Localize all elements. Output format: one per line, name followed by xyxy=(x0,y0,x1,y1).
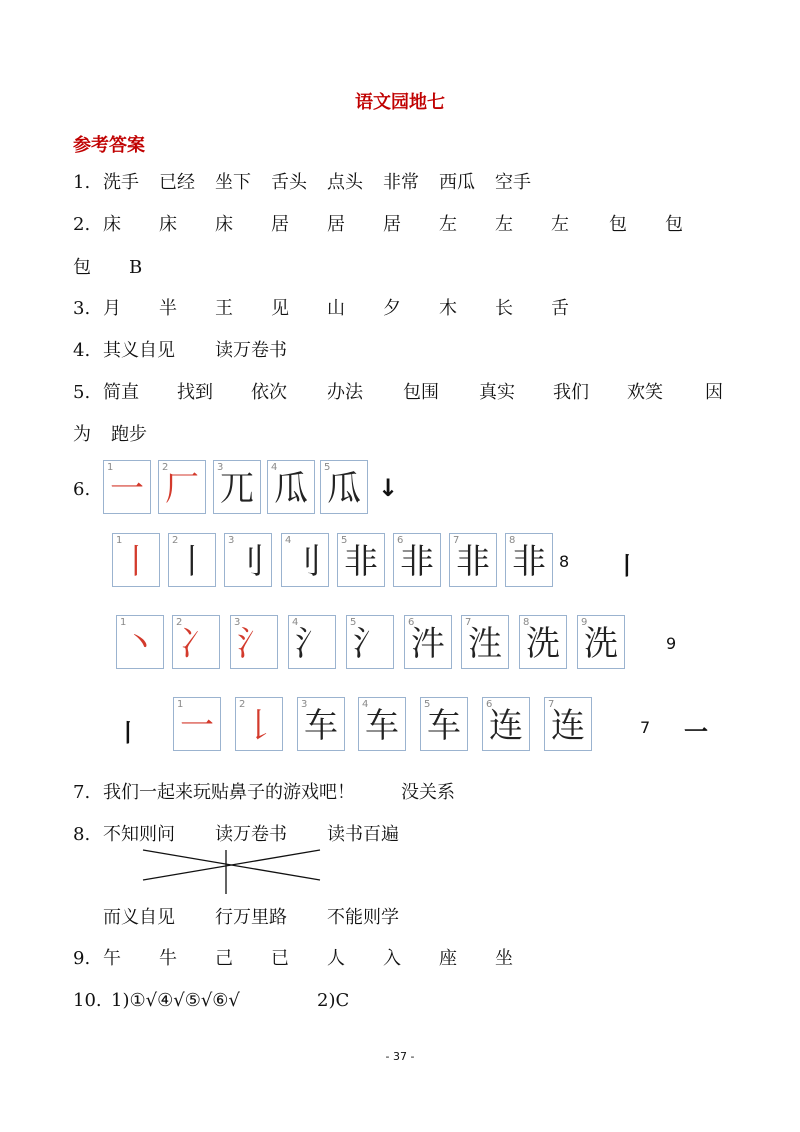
page-number: - 37 - xyxy=(385,1050,415,1063)
q6-number: 6. xyxy=(73,479,91,500)
stroke-box: 1 一 xyxy=(173,697,221,751)
q9-item: 座 xyxy=(439,948,457,969)
stroke-count: 8 xyxy=(559,552,570,571)
q10-item: 2)C xyxy=(317,990,350,1011)
stroke-box: 8 非 xyxy=(505,533,553,587)
q9-item: 坐 xyxy=(495,948,513,969)
q3-item: 半 xyxy=(159,298,177,319)
q8-bottom-item: 行万里路 xyxy=(215,907,287,928)
q9-item: 午 xyxy=(103,948,121,969)
stroke-box: 6 连 xyxy=(482,697,530,751)
stroke-box: 6 汼 xyxy=(404,615,452,669)
q3-item: 山 xyxy=(327,298,345,319)
stroke-box: 2 𠄌 xyxy=(235,697,283,751)
q4-item: 其义自见 xyxy=(103,340,175,361)
q9-item: 入 xyxy=(383,948,401,969)
q1-item: 点头 xyxy=(327,172,363,193)
stroke-glyph: 丨 xyxy=(615,552,639,580)
q5-item: 依次 xyxy=(251,382,287,403)
q3-item: 王 xyxy=(215,298,233,319)
stroke-box: 4 车 xyxy=(358,697,406,751)
q2-number: 2. xyxy=(73,214,91,235)
stroke-box: 7 泩 xyxy=(461,615,509,669)
stroke-glyph: 丨 xyxy=(116,719,140,747)
q2-item: 左 xyxy=(495,214,513,235)
q2-item: 左 xyxy=(439,214,457,235)
q4-number: 4. xyxy=(73,340,91,361)
q3-number: 3. xyxy=(73,298,91,319)
q2-item: 床 xyxy=(159,214,177,235)
q2-item: 居 xyxy=(271,214,289,235)
q5-item: 欢笑 xyxy=(627,382,663,403)
q5-item: 找到 xyxy=(177,382,213,403)
q1-item: 空手 xyxy=(495,172,531,193)
stroke-box: 3 兀 xyxy=(213,460,261,514)
stroke-count: 9 xyxy=(666,634,677,653)
q2-item: 包 xyxy=(665,214,683,235)
q5-item: 因 xyxy=(705,382,723,403)
stroke-box: 9 洗 xyxy=(577,615,625,669)
stroke-box: 6 非 xyxy=(393,533,441,587)
answer-heading: 参考答案 xyxy=(73,135,145,156)
q1-item: 舌头 xyxy=(271,172,307,193)
q5-item: 跑步 xyxy=(111,424,147,445)
q9-item: 牛 xyxy=(159,948,177,969)
stroke-box: 5 瓜 xyxy=(320,460,368,514)
stroke-box: 1 丶 xyxy=(116,615,164,669)
stroke-box: 3 车 xyxy=(297,697,345,751)
q3-item: 夕 xyxy=(383,298,401,319)
q2-item: 床 xyxy=(215,214,233,235)
stroke-box: 7 连 xyxy=(544,697,592,751)
stroke-box: 1 丨 xyxy=(112,533,160,587)
q2-item: 包 xyxy=(609,214,627,235)
q1-number: 1. xyxy=(73,172,91,193)
q5-item: 简直 xyxy=(103,382,139,403)
stroke-box: 8 洗 xyxy=(519,615,567,669)
q10-number: 10. xyxy=(73,990,102,1011)
stroke-count: 7 xyxy=(640,718,651,737)
q9-item: 已 xyxy=(271,948,289,969)
q3-item: 舌 xyxy=(551,298,569,319)
q3-item: 木 xyxy=(439,298,457,319)
q5-item: 包围 xyxy=(403,382,439,403)
q1-item: 洗手 xyxy=(103,172,139,193)
stroke-box: 5 氵 xyxy=(346,615,394,669)
q2-item: 包 xyxy=(73,257,91,278)
stroke-box: 4 刂 xyxy=(281,533,329,587)
q8-top-item: 不知则问 xyxy=(103,824,175,845)
stroke-box: 3 刂 xyxy=(224,533,272,587)
q2-item: 左 xyxy=(551,214,569,235)
stroke-box: 5 非 xyxy=(337,533,385,587)
stroke-box: 2 冫 xyxy=(172,615,220,669)
q7-item: 没关系 xyxy=(401,782,455,803)
q3-item: 长 xyxy=(495,298,513,319)
stroke-box: 3 氵 xyxy=(230,615,278,669)
stroke-box: 2 丨 xyxy=(168,533,216,587)
q3-item: 月 xyxy=(103,298,121,319)
q5-item: 真实 xyxy=(479,382,515,403)
q3-item: 见 xyxy=(271,298,289,319)
q8-bottom-item: 不能则学 xyxy=(327,907,399,928)
stroke-box: 2 厂 xyxy=(158,460,206,514)
q2-item: 居 xyxy=(383,214,401,235)
q5-item: 我们 xyxy=(553,382,589,403)
stroke-box: 1 一 xyxy=(103,460,151,514)
stroke-glyph: ↓ xyxy=(378,474,399,502)
q1-item: 西瓜 xyxy=(439,172,475,193)
q8-top-item: 读书百遍 xyxy=(327,824,399,845)
q8-top-item: 读万卷书 xyxy=(215,824,287,845)
q7-number: 7. xyxy=(73,782,91,803)
q5-item: 办法 xyxy=(327,382,363,403)
q2-item: 居 xyxy=(327,214,345,235)
stroke-box: 4 氵 xyxy=(288,615,336,669)
stroke-box: 7 非 xyxy=(449,533,497,587)
page-title: 语文园地七 xyxy=(355,92,445,113)
q9-item: 己 xyxy=(215,948,233,969)
q4-item: 读万卷书 xyxy=(215,340,287,361)
q5-number: 5. xyxy=(73,382,91,403)
q10-item: 1)①√④√⑤√⑥√ xyxy=(111,990,240,1011)
q8-bottom-item: 而义自见 xyxy=(103,907,175,928)
q9-number: 9. xyxy=(73,948,91,969)
stroke-glyph: 一 xyxy=(684,718,708,746)
q9-item: 人 xyxy=(327,948,345,969)
q2-item: 床 xyxy=(103,214,121,235)
q2-item: B xyxy=(129,257,143,278)
q5-item: 为 xyxy=(73,424,91,445)
q1-item: 坐下 xyxy=(215,172,251,193)
q8-number: 8. xyxy=(73,824,91,845)
q7-item: 我们一起来玩贴鼻子的游戏吧！ xyxy=(103,782,355,803)
stroke-box: 5 车 xyxy=(420,697,468,751)
stroke-box: 4 瓜 xyxy=(267,460,315,514)
q1-item: 已经 xyxy=(159,172,195,193)
q1-item: 非常 xyxy=(383,172,419,193)
